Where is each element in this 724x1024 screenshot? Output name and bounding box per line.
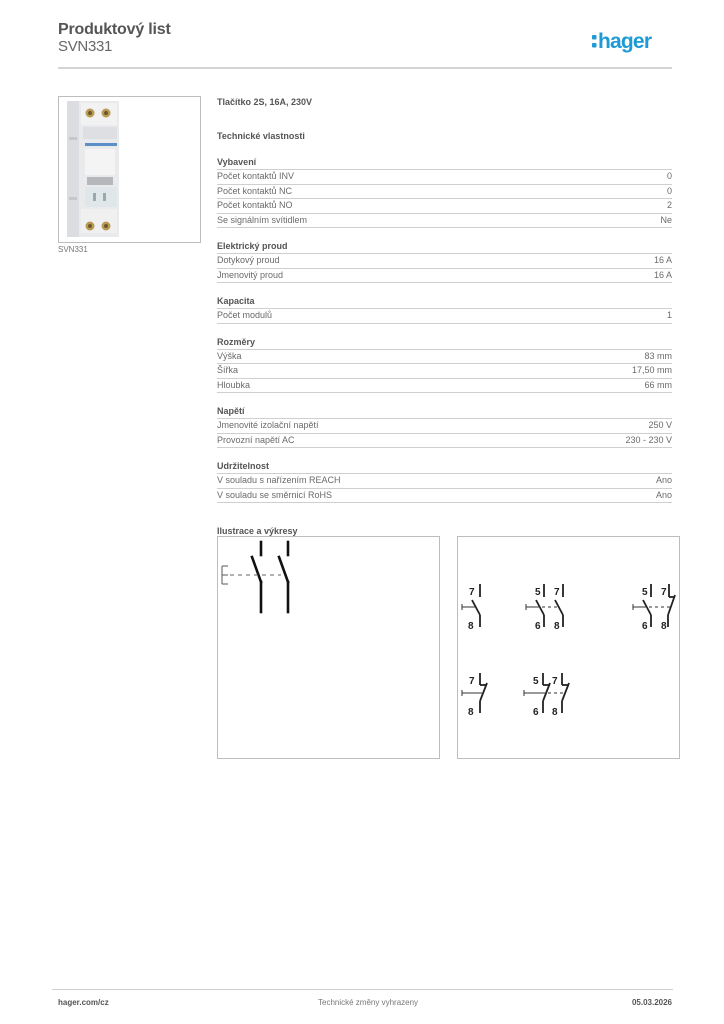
footer-website-link[interactable]: hager.com/cz xyxy=(58,998,109,1007)
group-title: Rozměry xyxy=(217,336,672,350)
spec-group-capacity xyxy=(217,295,672,324)
spec-label: Výška xyxy=(217,350,242,361)
spec-row xyxy=(217,170,672,185)
spec-group-sustainability xyxy=(217,460,672,503)
logo-text: hager xyxy=(598,30,652,53)
spec-value: 0 xyxy=(666,185,672,196)
spec-row xyxy=(217,489,672,504)
spec-value: Ano xyxy=(655,475,672,485)
spec-value: 0 xyxy=(666,171,672,181)
push-button-schematic-icon xyxy=(218,537,439,758)
spec-group-current xyxy=(217,240,672,283)
svg-text:8: 8 xyxy=(554,621,560,632)
spec-value: Ne xyxy=(660,214,672,225)
spec-value: 250 V xyxy=(648,420,672,430)
spec-row xyxy=(217,379,672,394)
spec-value: 2 xyxy=(666,200,672,210)
schematic-drawing xyxy=(217,536,440,759)
footer-divider xyxy=(52,989,673,990)
spec-label: Provozní napětí AC xyxy=(217,434,295,445)
svg-text:6: 6 xyxy=(642,621,648,632)
spec-label: Jmenovitý proud xyxy=(217,269,284,280)
spec-row xyxy=(217,199,672,214)
spec-row xyxy=(217,364,672,379)
spec-label: Se signálním svítidlem xyxy=(217,214,308,225)
group-title: Kapacita xyxy=(217,295,672,309)
spec-row xyxy=(217,474,672,489)
product-image xyxy=(58,96,201,243)
spec-group-equipment xyxy=(217,156,672,228)
contact-diagram-icon xyxy=(458,537,679,758)
spec-row xyxy=(217,269,672,284)
spec-row xyxy=(217,419,672,434)
svg-text:7: 7 xyxy=(469,587,475,598)
spec-row xyxy=(217,254,672,269)
spec-label: V souladu s nařízením REACH xyxy=(217,475,341,485)
svg-text:8: 8 xyxy=(468,621,474,632)
spec-label: Počet kontaktů NC xyxy=(217,185,293,196)
svg-text:5: 5 xyxy=(533,676,539,687)
spec-row xyxy=(217,309,672,324)
spec-value: 66 mm xyxy=(644,379,672,390)
page-title: Produktový list xyxy=(58,21,171,38)
group-title: Napětí xyxy=(217,405,672,419)
svg-text:7: 7 xyxy=(661,587,667,598)
spec-label: Počet modulů xyxy=(217,310,273,320)
svg-text:7: 7 xyxy=(469,676,475,687)
product-description: Tlačítko 2S, 16A, 230V xyxy=(217,97,313,107)
footer-notice: Technické změny vyhrazeny xyxy=(318,998,419,1007)
spec-label: Šířka xyxy=(217,365,239,375)
svg-text:8: 8 xyxy=(552,707,558,718)
spec-value: 83 mm xyxy=(644,350,672,361)
spec-row xyxy=(217,185,672,200)
svg-text:6: 6 xyxy=(533,707,539,718)
spec-value: 1 xyxy=(666,310,672,320)
spec-value: 16 A xyxy=(653,269,672,280)
spec-column xyxy=(217,96,672,536)
spec-row xyxy=(217,434,672,449)
group-title: Elektrický proud xyxy=(217,240,672,254)
product-code: SVN331 xyxy=(58,38,113,55)
spec-value: 230 - 230 V xyxy=(625,434,672,445)
svg-text:6: 6 xyxy=(535,621,541,632)
svg-text:7: 7 xyxy=(554,587,560,598)
footer-date: 05.03.2026 xyxy=(631,998,672,1007)
spec-row xyxy=(217,214,672,229)
illustrations-title: Ilustrace a výkresy xyxy=(217,526,298,536)
specs-title: Technické vlastnosti xyxy=(217,131,305,141)
contact-variants-drawing xyxy=(457,536,680,759)
header-divider xyxy=(58,67,672,69)
spec-label: Hloubka xyxy=(217,379,251,390)
svg-text:8: 8 xyxy=(661,621,667,632)
svg-text:7: 7 xyxy=(552,676,558,687)
spec-value: 16 A xyxy=(653,255,672,265)
svg-text:5: 5 xyxy=(535,587,541,598)
group-title: Udržitelnost xyxy=(217,460,672,474)
spec-label: Dotykový proud xyxy=(217,255,280,265)
spec-label: V souladu se směrnicí RoHS xyxy=(217,489,333,500)
svg-text:8: 8 xyxy=(468,707,474,718)
spec-label: Počet kontaktů NO xyxy=(217,200,293,210)
group-title: Vybavení xyxy=(217,156,672,170)
spec-value: 17,50 mm xyxy=(631,365,672,375)
spec-label: Počet kontaktů INV xyxy=(217,171,295,181)
hager-logo xyxy=(590,26,676,56)
svg-text:5: 5 xyxy=(642,587,648,598)
spec-group-voltage xyxy=(217,405,672,448)
spec-value: Ano xyxy=(655,489,672,500)
spec-row xyxy=(217,350,672,365)
product-image-caption: SVN331 xyxy=(58,245,88,254)
spec-group-dimensions xyxy=(217,336,672,394)
spec-label: Jmenovité izolační napětí xyxy=(217,420,319,430)
